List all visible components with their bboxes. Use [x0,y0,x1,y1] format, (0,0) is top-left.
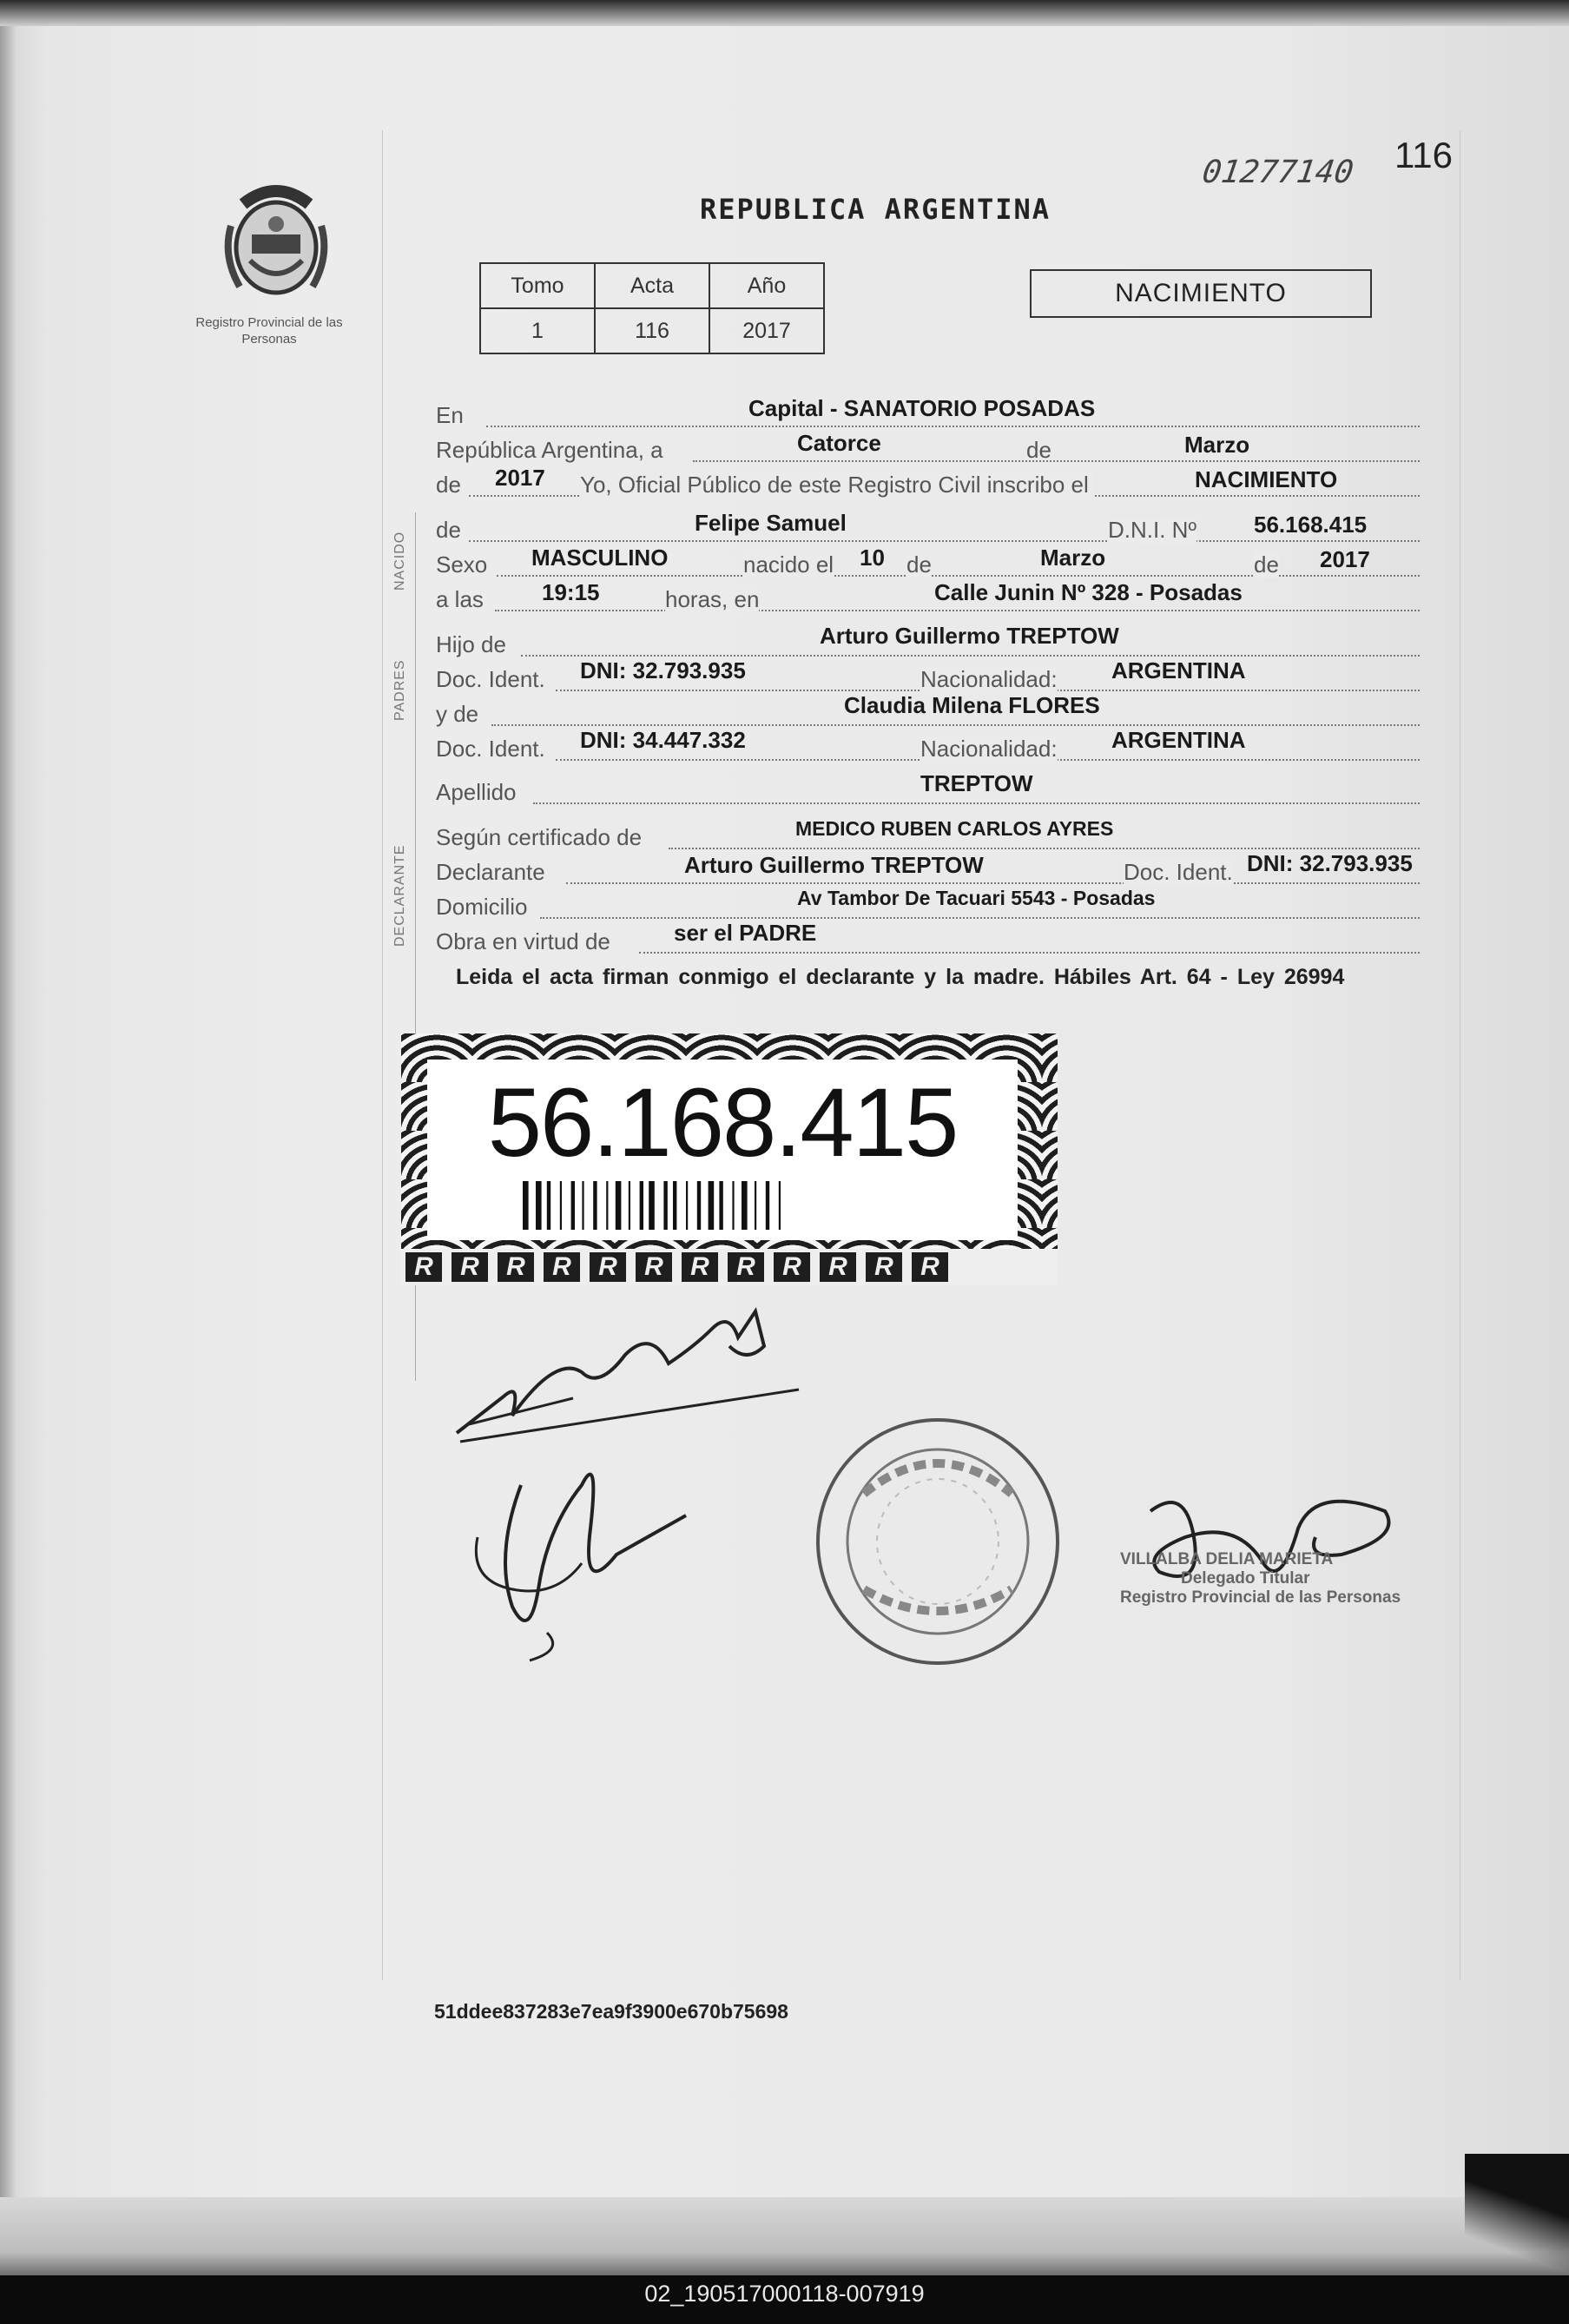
value-dni: 56.168.415 [1254,512,1368,538]
register-value-tomo: 1 [480,308,595,353]
dotted-line [486,426,1420,427]
value-certificado: MEDICO RUBEN CARLOS AYRES [795,817,1114,840]
barcode-bar [593,1181,597,1230]
label-doc-ident-declarante: Doc. Ident. [1124,859,1233,885]
barcode-bar [663,1181,667,1230]
dotted-line [540,917,1420,919]
dotted-line [533,802,1420,804]
page-corner-shadow [1465,2154,1569,2275]
sticker-r-letter: R [912,1252,948,1282]
sticker-r-letter: R [820,1252,856,1282]
value-padre-nacionalidad: ARGENTINA [1111,657,1246,683]
side-label-declarante: DECLARANTE [392,844,407,947]
value-lugar: Capital - SANATORIO POSADAS [748,395,1096,421]
value-padre: Arturo Guillermo TREPTOW [820,623,1119,649]
declarant-signature [452,1294,816,1450]
value-madre-doc: DNI: 34.447.332 [580,727,746,753]
side-label-nacido: NACIDO [392,531,407,591]
value-mes-nacimiento: Marzo [1040,545,1106,571]
sticker-r-letter: R [590,1252,626,1282]
sticker-number: 56.168.415 [487,1068,958,1177]
label-obra-en-virtud: Obra en virtud de [436,928,610,954]
label-y-de: y de [436,701,479,727]
value-obra: ser el PADRE [674,920,817,946]
barcode-bar [779,1181,781,1230]
provincial-crest-icon [215,174,337,304]
sticker-r-letter: R [636,1252,672,1282]
barcode-bar [742,1181,748,1230]
sticker-r-letter: R [728,1252,764,1282]
page-left-edge [0,0,16,2275]
value-madre-nacionalidad: ARGENTINA [1111,727,1246,753]
label-declarante: Declarante [436,859,545,885]
sticker-r-letter: R [405,1252,442,1282]
value-apellido: TREPTOW [920,770,1033,796]
label-a-las: a las [436,586,484,612]
page-bottom-strip [0,2197,1569,2275]
label-de-anio: de [436,472,461,498]
barcode-bar [560,1181,562,1230]
value-anio: 2017 [495,465,545,491]
value-anio-nacimiento: 2017 [1320,546,1370,572]
value-madre: Claudia Milena FLORES [844,692,1100,718]
label-domicilio: Domicilio [436,894,528,920]
document-title: REPUBLICA ARGENTINA [700,193,1051,226]
label-apellido: Apellido [436,779,517,805]
document-hash: 51ddee837283e7ea9f3900e670b75698 [434,2000,788,2023]
crest-caption: Registro Provincial de las Personas [195,315,343,347]
sticker-r-letter: R [682,1252,718,1282]
label-republica: República Argentina, a [436,437,663,463]
label-de: de [1026,437,1051,463]
official-office: Registro Provincial de las Personas [1120,1588,1401,1607]
barcode-bar [719,1181,722,1230]
sticker-r-letter: R [452,1252,488,1282]
dotted-line [469,540,1420,542]
dotted-line [497,575,1420,577]
dotted-line [495,610,1420,611]
barcode-bar [523,1181,529,1230]
label-nacionalidad-madre: Nacionalidad: [920,736,1058,762]
value-sexo: MASCULINO [531,545,669,571]
value-acto: NACIMIENTO [1195,466,1338,492]
value-hora: 19:15 [542,579,600,605]
dotted-line [521,655,1420,657]
barcode-bar [709,1181,715,1230]
side-label-padres: PADRES [392,659,407,721]
sticker-r-letter: R [774,1252,810,1282]
barcode-bar [536,1181,542,1230]
barcode-bar [673,1181,676,1230]
barcode-bar [571,1181,575,1230]
barcode-bar [616,1181,622,1230]
sticker-r-letter: R [498,1252,534,1282]
dni-sticker [401,1033,1058,1285]
dotted-line [491,724,1420,726]
official-role: Delegado Titular [1181,1569,1310,1588]
value-declarante-doc: DNI: 32.793.935 [1247,850,1413,876]
label-sexo: Sexo [436,551,488,578]
label-en: En [436,402,464,428]
barcode-bar [640,1181,643,1230]
value-mes: Marzo [1184,432,1250,458]
value-nombre: Felipe Samuel [695,510,847,536]
official-name-block [1120,1550,1401,1608]
barcode-bar [686,1181,688,1230]
sticker-label [427,1060,1018,1240]
page-number: 116 [1394,135,1453,175]
register-header-acta: Acta [595,263,709,308]
register-table [479,262,825,354]
scan-filename: 02_190517000118-007919 [644,2281,925,2307]
label-doc-ident-madre: Doc. Ident. [436,736,545,762]
barcode-bar [547,1181,550,1230]
label-de-anio-nacimiento: de [1254,551,1279,578]
mother-signature [460,1433,703,1667]
value-lugar-nacimiento: Calle Junin Nº 328 - Posadas [934,579,1243,605]
value-dia: Catorce [797,430,881,456]
barcode-bar [766,1181,769,1230]
barcode-bar [582,1181,583,1230]
barcode-bar [697,1181,701,1230]
value-padre-doc: DNI: 32.793.935 [580,657,746,683]
barcode-icon [523,1181,922,1230]
value-domicilio: Av Tambor De Tacuari 5543 - Posadas [797,887,1156,909]
act-type-box: NACIMIENTO [1030,269,1372,318]
barcode-bar [629,1181,630,1230]
barcode-bar [732,1181,734,1230]
official-seal-icon [812,1416,1064,1667]
label-segun-certificado: Según certificado de [436,824,643,850]
register-header-anio: Año [709,263,824,308]
value-dia-nacimiento: 10 [860,545,885,571]
dotted-line [639,952,1420,954]
register-value-acta: 116 [595,308,709,353]
register-value-anio: 2017 [709,308,824,353]
dotted-line [669,848,1420,849]
barcode-bar [606,1181,608,1230]
label-doc-ident-padre: Doc. Ident. [436,666,545,692]
page-top-edge [0,0,1569,26]
closing-note: Leida el acta firman conmigo el declarante y la madre. Hábiles Art. 64 - Ley 26994 [456,965,1345,989]
sticker-r-row [401,1249,1058,1285]
label-nacionalidad-padre: Nacionalidad: [920,666,1058,692]
dotted-line [566,882,1420,884]
label-horas-en: horas, en [665,586,760,612]
label-yo-oficial: Yo, Oficial Público de este Registro Civil inscribo el [580,472,1094,498]
sticker-r-letter: R [866,1252,902,1282]
value-declarante: Arturo Guillermo TREPTOW [684,852,984,878]
dotted-line [693,460,1420,462]
label-de-mes: de [906,551,932,578]
label-hijo-de: Hijo de [436,631,506,657]
register-header-tomo: Tomo [480,263,595,308]
label-dni: D.N.I. Nº [1108,517,1197,543]
serial-number: 01277140 [1200,155,1356,190]
label-nacido-el: nacido el [743,551,834,578]
sticker-r-letter: R [544,1252,580,1282]
barcode-bar [649,1181,655,1230]
label-de-nombre: de [436,517,461,543]
official-name: VILLALBA DELIA MARIETA [1120,1550,1334,1568]
barcode-bar [755,1181,756,1230]
